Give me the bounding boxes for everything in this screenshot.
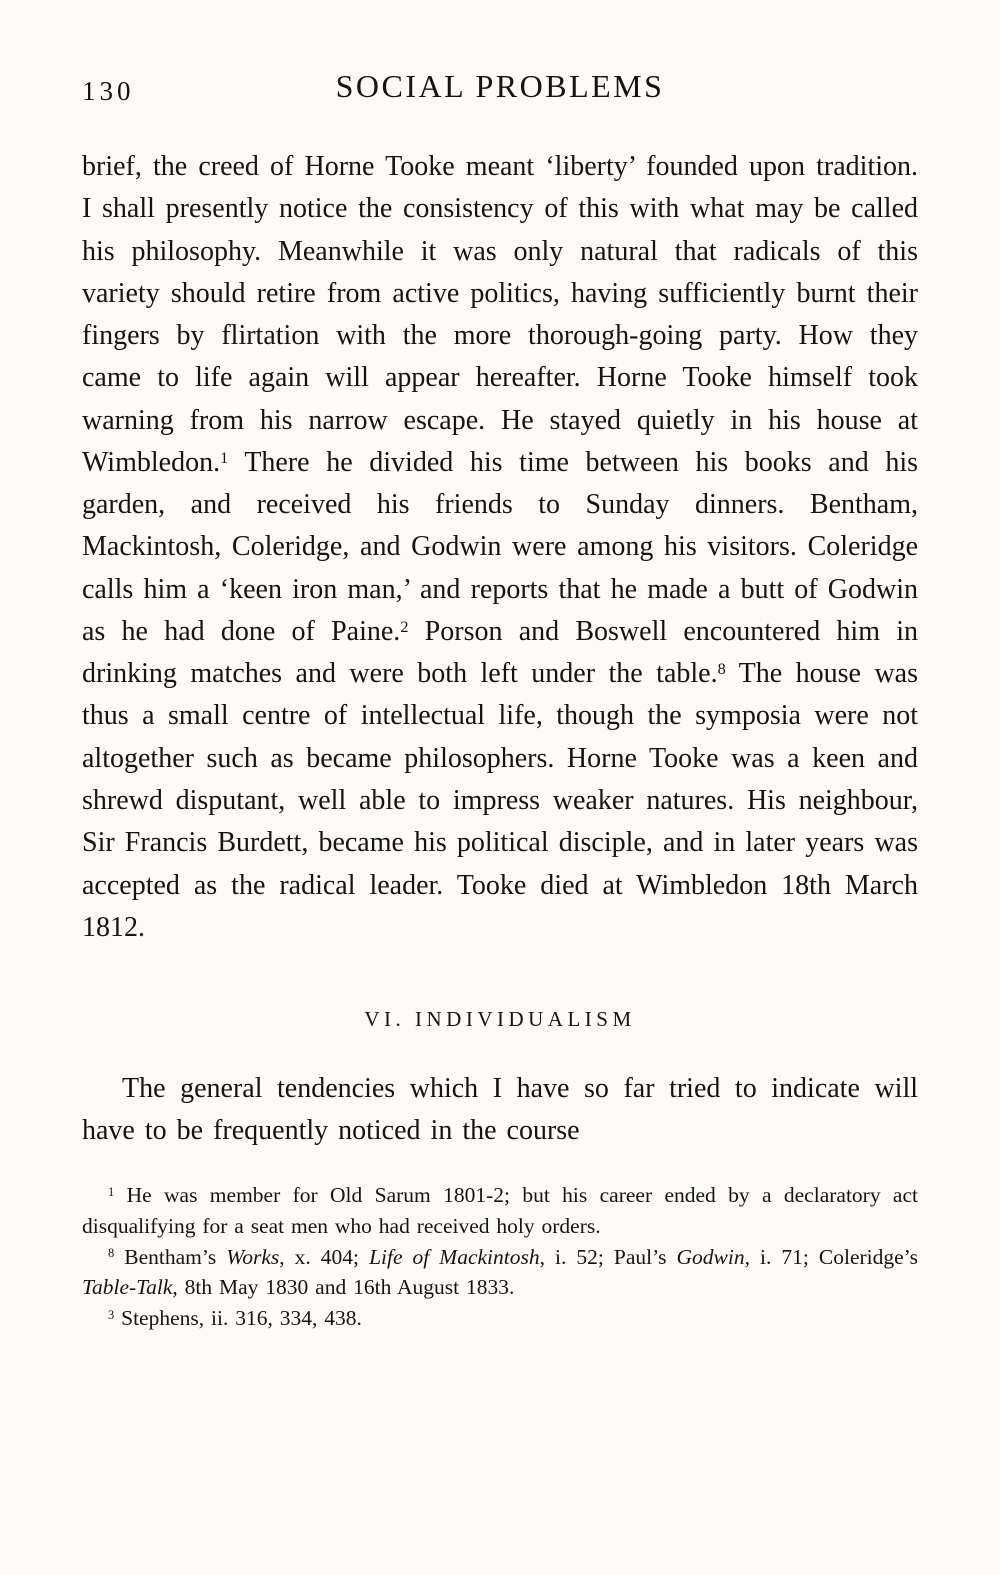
text-run: There he divided his time between his books and his garden, and received his friends to Sunday dinners. Bentham, Mackintosh, Coleridge, and Godwin were among his visitors. Coleridge calls him a ‘keen iron man,’ and reports that he made a butt of Godwin as he had done of Paine.: [82, 446, 918, 647]
footnote-3-marker: 3: [108, 1307, 115, 1322]
footnote-2-italic-title: Life of Mackintosh: [369, 1244, 540, 1269]
footnote-ref-3: 8: [717, 660, 726, 679]
footnote-2-text: , i. 71; Coleridge’s: [744, 1244, 919, 1269]
footnote-3-text: Stephens, ii. 316, 334, 438.: [114, 1305, 362, 1330]
footnote-2-text: , 8th May 1830 and 16th August 1833.: [172, 1275, 515, 1300]
text-run: brief, the creed of Horne Tooke meant ‘liberty’ founded upon tradition. I shall presently notice the consistency of this with what may be called his philosophy. Meanwhile it was only natural that radicals of this variety should retire from active politics, having sufficiently burnt their fingers by flirtation with the more thorough-going party. How they came to life again will appear hereafter. Horne Tooke himself took warning from his narrow escape. He stayed quietly in his house at Wimbledon.: [82, 151, 918, 478]
footnote-ref-2: 2: [400, 617, 409, 636]
paragraph-section-intro: The general tendencies which I have so far tried to indicate will have to be frequently noticed in the course: [82, 1073, 918, 1147]
section-heading: VI. INDIVIDUALISM: [364, 1007, 636, 1032]
footnote-1: [82, 1180, 918, 1241]
footnote-1-text: He was member for Old Sarum 1801-2; but his career ended by a declaratory act disqualifying for a seat men who had received holy orders.: [82, 1183, 918, 1238]
text-run: The house was thus a small centre of intellectual life, though the symposia were not altogether such as became philosophers. Horne Tooke was a keen and shrewd disputant, well able to impress weaker natures. His neighbour, Sir Francis Burdett, became his political disciple, and in later years was accepted as the radical leader. Tooke died at Wimbledon 18th March 1812.: [82, 658, 918, 943]
page-number: 130: [82, 76, 135, 106]
footnote-3: [82, 1303, 918, 1334]
footnote-2-text: Bentham’s: [114, 1244, 227, 1269]
footnotes: [82, 1180, 918, 1334]
text-run: Porson and Boswell encountered him in drinking matches and were both left under the table.: [82, 615, 918, 690]
footnote-2: [82, 1242, 918, 1303]
footnote-1-marker: 1: [108, 1184, 115, 1199]
running-title: SOCIAL PROBLEMS: [335, 68, 665, 104]
footnote-2-text: , i. 52; Paul’s: [539, 1244, 677, 1269]
footnote-2-italic-title: Table-Talk: [82, 1275, 173, 1300]
footnote-2-text: , x. 404;: [279, 1244, 370, 1269]
footnote-2-italic-title: Godwin: [676, 1244, 745, 1269]
page-header: [82, 68, 918, 114]
footnote-ref-1: 1: [220, 448, 229, 467]
footnote-2-marker: 8: [108, 1246, 115, 1261]
paragraph-main: [82, 146, 918, 949]
footnote-2-italic-title: Works: [226, 1244, 280, 1269]
page-body: [82, 146, 918, 1152]
